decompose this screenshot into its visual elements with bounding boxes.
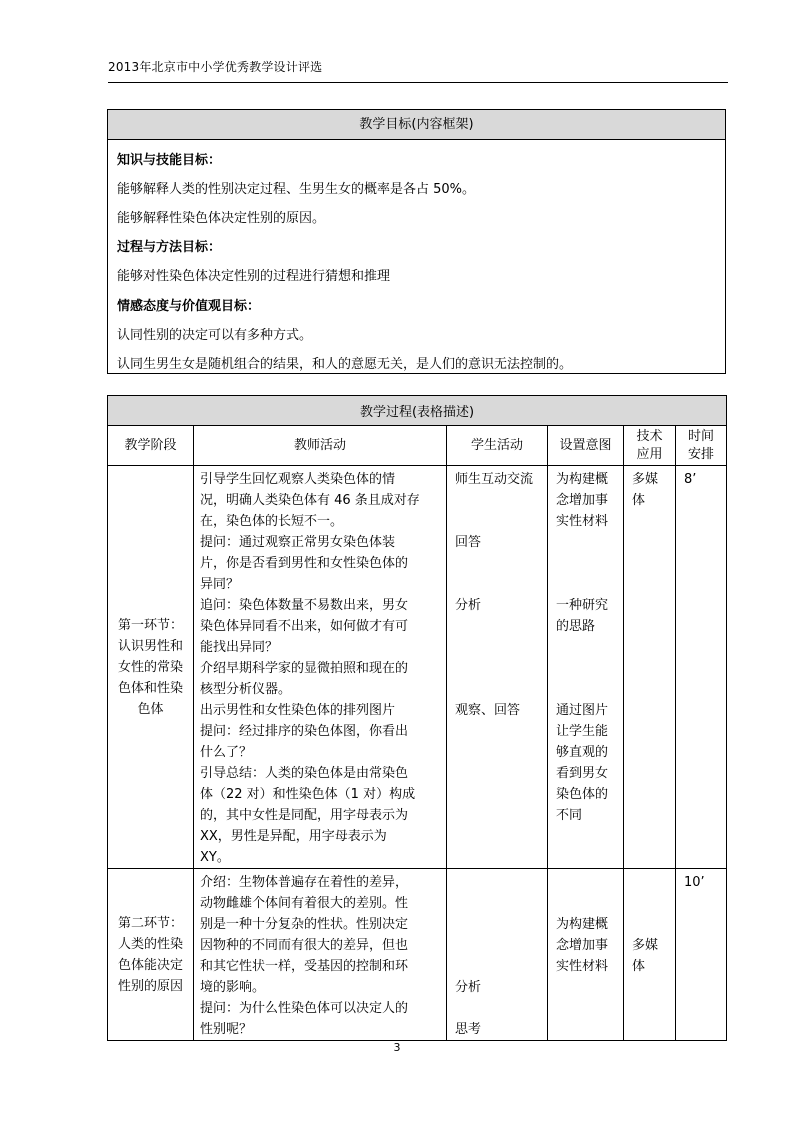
student-line: 思考 [455, 1022, 482, 1037]
teacher-line: 动物雌雄个体间有着很大的差别。性 [200, 896, 409, 911]
intent-line: 念增加事 [556, 938, 609, 953]
teacher-line: 性别呢？ [200, 1022, 253, 1037]
intent-line [556, 679, 619, 700]
objective-heading: 知识与技能目标： [117, 153, 222, 168]
teacher-line: 提问：为什么性染色体可以决定人的 [200, 1001, 409, 1016]
stage-line: 人类的性染 [117, 936, 183, 952]
teacher-line: 出示男性和女性染色体的排列图片 [200, 703, 396, 718]
student-line [455, 998, 543, 1019]
teacher-line: 提问：经过排序的染色体图，你看出 [200, 724, 409, 739]
stage-content [108, 615, 193, 720]
intent-line: 为构建概 [556, 472, 609, 487]
header-tech-line: 应用 [636, 446, 663, 462]
stage-line: 女性的常染 [117, 659, 183, 675]
tech-line: 体 [632, 959, 646, 974]
intent-line: 染色体的 [556, 787, 609, 802]
stage-cell [108, 466, 194, 869]
objective-heading: 情感态度与价值观目标： [117, 299, 261, 314]
teacher-line: 片，你是否看到男性和女性染色体的 [200, 556, 409, 571]
student-line: 回答 [455, 535, 482, 550]
tech-content [624, 869, 675, 977]
teacher-content [194, 869, 446, 1040]
header-tech-line: 技术 [636, 428, 663, 444]
student-line: 分析 [455, 598, 482, 613]
student-line [455, 935, 543, 956]
intent-line [556, 553, 619, 574]
student-line [455, 511, 543, 532]
student-line [455, 490, 543, 511]
teacher-line: XX，男性是异配，用字母表示为 [200, 829, 387, 844]
teacher-line: 异同？ [200, 577, 240, 592]
tech-line: 多媒 [632, 938, 659, 953]
intent-line [556, 574, 619, 595]
intent-cell [548, 466, 624, 869]
student-line [455, 893, 543, 914]
teacher-line: 引导总结：人类的染色体是由常染色 [200, 766, 409, 781]
student-line [455, 553, 543, 574]
teacher-line: 在，染色体的长短不一。 [200, 514, 344, 529]
teacher-line: 境的影响。 [200, 980, 266, 995]
header-time [676, 426, 727, 466]
process-table [107, 395, 727, 1041]
tech-line: 多媒 [632, 472, 659, 487]
stage-cell [108, 869, 194, 1041]
intent-line: 通过图片 [556, 703, 609, 718]
teacher-activity-cell [194, 869, 447, 1041]
objective-item: 能够对性染色体决定性别的过程进行猜想和推理 [117, 269, 391, 284]
teacher-line: 别是一种十分复杂的性状。性别决定 [200, 917, 409, 932]
stage-line: 第一环节： [117, 617, 183, 633]
header-intent: 设置意图 [548, 426, 624, 466]
stage-content [108, 913, 193, 997]
page-number: 3 [393, 1041, 401, 1054]
teacher-line: 况，明确人类染色体有 46 条且成对存 [200, 493, 420, 508]
student-line: 观察、回答 [455, 703, 521, 718]
teacher-line: 什么了？ [200, 745, 253, 760]
intent-line: 实性材料 [556, 514, 609, 529]
intent-line [556, 658, 619, 679]
tech-line: 体 [632, 493, 646, 508]
tech-cell [624, 869, 676, 1041]
stage-line: 第二环节： [117, 915, 183, 931]
tech-cell [624, 466, 676, 869]
intent-line [556, 893, 619, 914]
teacher-line: 能找出异同？ [200, 640, 279, 655]
table-row [108, 466, 727, 869]
intent-line: 看到男女 [556, 766, 609, 781]
page-header: 2013年北京市中小学优秀教学设计评选 [108, 60, 323, 74]
intent-line: 一种研究 [556, 598, 609, 613]
intent-line: 够直观的 [556, 745, 609, 760]
student-line [455, 637, 543, 658]
tech-line [632, 872, 671, 893]
teacher-line: 的，其中女性是同配，用字母表示为 [200, 808, 409, 823]
student-line [455, 574, 543, 595]
student-line [455, 914, 543, 935]
teacher-line: 追问：染色体数量不易数出来，男女 [200, 598, 409, 613]
time-line: 8’ [684, 472, 697, 487]
teacher-line: 和其它性状一样，受基因的控制和环 [200, 959, 409, 974]
intent-content [548, 466, 623, 826]
table-row [108, 869, 727, 1041]
objective-heading: 过程与方法目标： [117, 240, 222, 255]
objective-item: 能够解释人类的性别决定过程、生男生女的概率是各占 50%。 [117, 182, 476, 197]
intent-line: 不同 [556, 808, 583, 823]
stage-line: 色体能决定 [117, 957, 183, 973]
header-student: 学生活动 [447, 426, 548, 466]
objective-item: 能够解释性染色体决定性别的原因。 [117, 211, 326, 226]
intent-line [556, 872, 619, 893]
intent-line: 实性材料 [556, 959, 609, 974]
student-line [455, 616, 543, 637]
header-stage: 教学阶段 [108, 426, 194, 466]
objectives-title: 教学目标(内容框架) [108, 110, 725, 140]
teacher-line: XY。 [200, 850, 230, 865]
teacher-line: 介绍早期科学家的显微拍照和现在的 [200, 661, 409, 676]
header-time-line: 时间 [688, 428, 715, 444]
student-line: 分析 [455, 980, 482, 995]
process-header-row [108, 426, 727, 466]
teacher-line: 核型分析仪器。 [200, 682, 292, 697]
student-line [455, 872, 543, 893]
header-tech [624, 426, 676, 466]
teacher-line: 体（22 对）和性染色体（1 对）构成 [200, 787, 416, 802]
tech-line [632, 914, 671, 935]
teacher-line: 因物种的不同而有很大的差异，但也 [200, 938, 409, 953]
objective-item: 认同性别的决定可以有多种方式。 [117, 328, 313, 343]
teacher-line: 引导学生回忆观察人类染色体的情 [200, 472, 396, 487]
stage-line: 色体 [137, 701, 164, 717]
intent-line [556, 532, 619, 553]
tech-content [624, 466, 675, 511]
stage-line: 性别的原因 [117, 978, 183, 994]
time-content [676, 869, 726, 893]
student-line [455, 956, 543, 977]
intent-line: 念增加事 [556, 493, 609, 508]
time-content [676, 466, 726, 490]
student-activity-cell [447, 466, 548, 869]
header-teacher: 教师活动 [194, 426, 447, 466]
teacher-content [194, 466, 446, 868]
stage-line: 色体和性染 [117, 680, 183, 696]
stage-line: 认识男性和 [117, 638, 183, 654]
student-line [455, 658, 543, 679]
time-line: 10’ [684, 875, 705, 890]
student-line [455, 679, 543, 700]
process-title: 教学过程(表格描述) [108, 396, 727, 426]
intent-line [556, 637, 619, 658]
student-content [447, 466, 547, 721]
teacher-line: 介绍：生物体普遍存在着性的差异， [200, 875, 409, 890]
teacher-line: 染色体异同看不出来，如何做才有可 [200, 619, 409, 634]
student-activity-cell [447, 869, 548, 1041]
tech-line [632, 893, 671, 914]
header-time-line: 安排 [688, 446, 715, 462]
objective-item: 认同生男生女是随机组合的结果，和人的意愿无关，是人们的意识无法控制的。 [117, 357, 573, 372]
student-line: 师生互动交流 [455, 472, 534, 487]
intent-line: 让学生能 [556, 724, 609, 739]
student-content [447, 869, 547, 1040]
teacher-line: 提问：通过观察正常男女染色体装 [200, 535, 396, 550]
time-cell [676, 869, 727, 1041]
time-cell [676, 466, 727, 869]
intent-cell [548, 869, 624, 1041]
intent-line: 为构建概 [556, 917, 609, 932]
intent-line: 的思路 [556, 619, 596, 634]
header-rule [108, 82, 728, 83]
intent-content [548, 869, 623, 977]
objectives-table [107, 109, 726, 374]
teacher-activity-cell [194, 466, 447, 869]
